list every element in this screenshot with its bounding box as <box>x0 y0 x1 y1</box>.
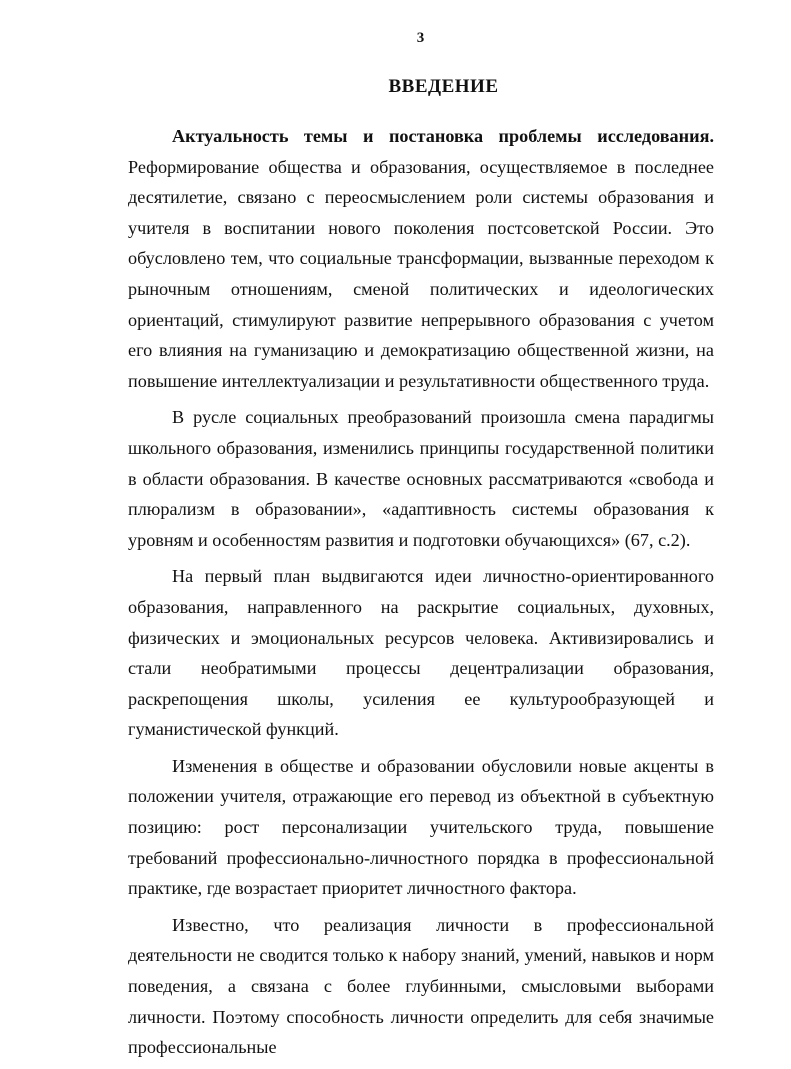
body-text <box>128 121 714 1069</box>
page-number: 3 <box>416 30 425 46</box>
paragraph-text: В русле социальных преобразований произошла смена парадигмы школьного образования, изменились принципы государственной политики в области образования. В качестве основных рассматриваются «свобода и плюрализм в образовании», «адаптивность системы образования к уровням и особенностям развития и подготовки обучающихся» (67, с.2). <box>128 407 714 550</box>
paragraph-2 <box>128 402 714 555</box>
paragraph-4 <box>128 751 714 904</box>
section-title: ВВЕДЕНИЕ <box>388 76 499 97</box>
paragraph-3 <box>128 561 714 745</box>
paragraph-text: На первый план выдвигаются идеи личностно-ориентированного образования, направленного на раскрытие социальных, духовных, физических и эмоциональных ресурсов человека. Активизировались и стали необратимыми процессы децентрализации образования, раскрепощения школы, усиления ее культурообразующей и гуманистической функций. <box>128 566 714 740</box>
paragraph-text: Изменения в обществе и образовании обусловили новые акценты в положении учителя, отражающие его перевод из объектной в субъектную позицию: рост персонализации учительского труда, повышение требований профессионально-личностного порядка в профессиональной практике, где возрастает приоритет личностного фактора. <box>128 755 714 899</box>
paragraph-1 <box>128 121 714 396</box>
paragraph-text: Реформирование общества и образования, осуществляемое в последнее десятилетие, связано с переосмыслением роли системы образования и учителя в воспитании нового поколения постсоветской России. Это обусловлено тем, что социальные трансформации, вызванные переходом к рыночным отношениям, сменой политических и идеологических ориентаций, стимулируют развитие непрерывного образования с учетом его влияния на гуманизацию и демократизацию общественной жизни, на повышение интеллектуализации и результативности общественного труда. <box>128 156 714 391</box>
paragraph-text: Известно, что реализация личности в профессиональной деятельности не сводится только к набору знаний, умений, навыков и норм поведения, а связана с более глубинными, смысловыми выборами личности. Поэтому способность личности определить для себя значимые профессиональные <box>128 914 714 1058</box>
paragraph-5 <box>128 910 714 1063</box>
paragraph-lead: Актуальность темы и постановка проблемы исследования. <box>172 126 714 146</box>
